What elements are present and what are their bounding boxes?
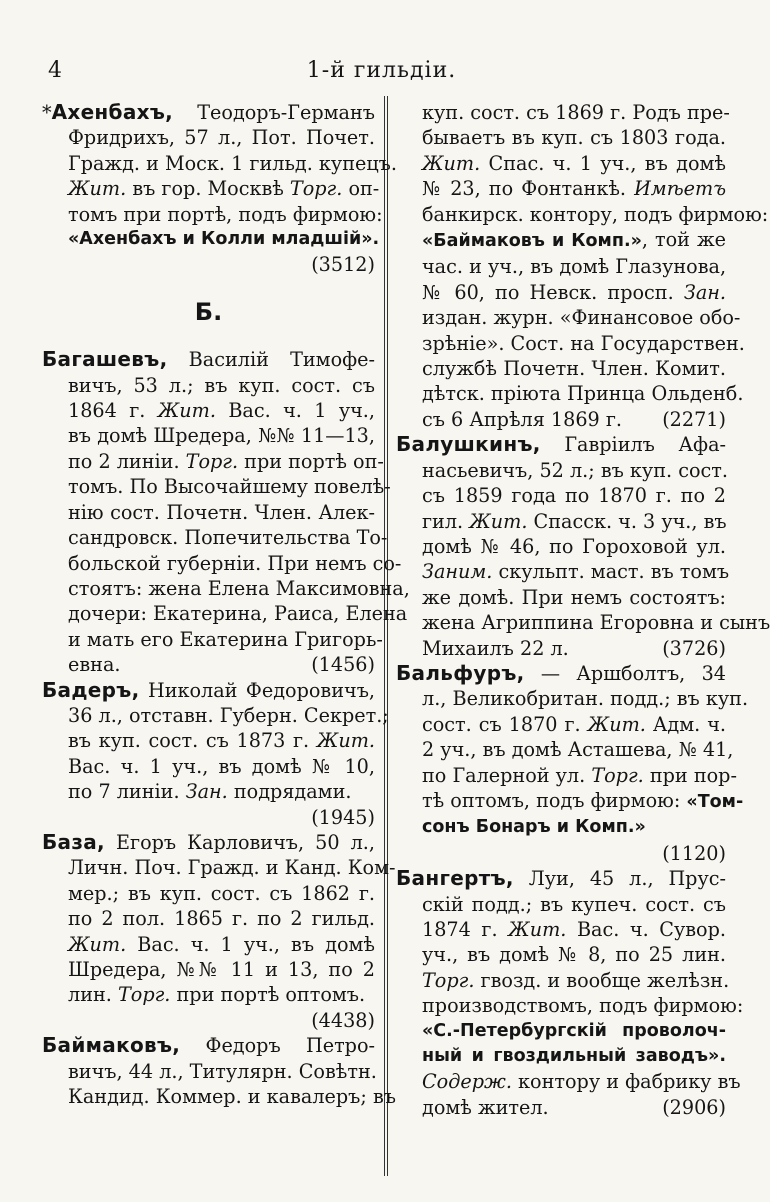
- entry-baimakov-continued: [396, 100, 769, 432]
- entry-surname: Бальфуръ,: [396, 660, 525, 685]
- text-line: Гражд. и Моск. 1 гильд. купецъ.: [68, 151, 397, 175]
- text-line: Балушкинъ, Гавріилъ Афа-: [396, 432, 726, 457]
- entry-number: (1945): [311, 805, 375, 829]
- text-line: Жит. въ гор. Москвѣ Торг. оп-: [68, 177, 380, 201]
- text-line: Шредера, №№ 11 и 13, по 2: [68, 958, 375, 981]
- text-line: томъ при портѣ, подъ фирмою:: [68, 202, 383, 226]
- text-line: въ домѣ Шредера, №№ 11—13,: [68, 424, 375, 448]
- text-line: же домѣ. При немъ состоятъ:: [422, 585, 726, 609]
- column-divider: [384, 96, 388, 1176]
- entry-surname: Бангертъ,: [396, 866, 514, 891]
- text-line: насьевичъ, 52 л.; въ куп. сост.: [422, 458, 728, 482]
- text-line: лин. Торг. при портѣ оптомъ.: [68, 983, 366, 1007]
- entry-number: (2271): [662, 407, 726, 431]
- text-line: гил. Жит. Спасск. ч. 3 уч., въ: [422, 509, 727, 533]
- text-line: по 7 линіи. Зан. подрядами.: [68, 780, 352, 804]
- text-line: № 60, по Невск. просп. Зан.: [422, 280, 726, 304]
- text-line: тѣ оптомъ, подъ фирмою: «Том-: [422, 788, 744, 812]
- text-line: по 2 линіи. Торг. при портѣ оп-: [68, 449, 384, 473]
- text-line: Личн. Поч. Гражд. и Канд. Ком-: [68, 856, 396, 880]
- text-line: 1864 г. Жит. Вас. ч. 1 уч.,: [68, 399, 375, 423]
- text-line: «Баймаковъ и Комп.», той же: [422, 228, 726, 252]
- firm-name: «С.-Петербургскій проволоч-: [422, 1020, 726, 1041]
- text-line: домѣ жител. (2906): [422, 1095, 726, 1119]
- entry-surname: Баймаковъ,: [42, 1033, 181, 1058]
- entry-number: (3512): [311, 253, 375, 277]
- text-line: Михаилъ 22 л. (3726): [422, 636, 726, 660]
- text-line: по 2 пол. 1865 г. по 2 гильд.: [68, 907, 375, 931]
- text-line: зрѣніе». Сост. на Государствен.: [422, 331, 745, 355]
- entry-bangert: [396, 866, 744, 1120]
- text-line: Бангертъ, Луи, 45 л., Прус-: [396, 866, 726, 891]
- firm-name: «Том-: [686, 791, 744, 812]
- text-line: куп. сост. съ 1869 г. Родъ пре-: [422, 101, 730, 124]
- page-header: [0, 58, 763, 88]
- text-line: въ куп. сост. съ 1873 г. Жит.: [68, 729, 375, 753]
- text-line: Жит. Вас. ч. 1 уч., въ домѣ: [68, 932, 375, 956]
- entry-balfour: [396, 660, 749, 866]
- text-line: Кандид. Коммер. и кавалеръ; въ: [68, 1085, 396, 1109]
- text-line: съ 1859 года по 1870 г. по 2: [422, 484, 726, 508]
- text-line: скій подд.; въ купеч. сост. съ: [422, 892, 726, 916]
- entry-number: (4438): [311, 1008, 375, 1032]
- firm-name: «Баймаковъ и Комп.»: [422, 231, 642, 252]
- text-line: стоятъ: жена Елена Максимовна,: [68, 576, 410, 600]
- text-line: Фридрихъ, 57 л., Пот. Почет.: [68, 126, 375, 150]
- text-line: съ 6 Апрѣля 1869 г. (2271): [422, 407, 726, 431]
- entry-surname: Бадеръ,: [42, 677, 140, 702]
- text-line: Бадеръ, Николай Федоровичъ,: [42, 677, 375, 702]
- text-line: Багашевъ, Василій Тимофе-: [42, 347, 375, 372]
- left-column: [42, 100, 410, 1109]
- text-line: Вас. ч. 1 уч., въ домѣ № 10,: [68, 754, 375, 778]
- entry-bagashev: [42, 347, 410, 677]
- text-line: 2 уч., въ домѣ Асташева, № 41,: [422, 738, 734, 762]
- section-letter: Б.: [194, 297, 223, 326]
- text-line: вичъ, 53 л.; въ куп. сост. съ: [68, 373, 375, 397]
- text-line: 36 л., отставн. Губерн. Секрет.;: [68, 703, 389, 727]
- entry-baza: [42, 829, 396, 1033]
- text-line: ный и гвоздильный заводъ».: [422, 1046, 726, 1067]
- text-line: № 23, по Фонтанкѣ. Имѣетъ: [422, 177, 726, 201]
- text-line: Жит. Спас. ч. 1 уч., въ домѣ: [422, 151, 726, 175]
- entry-surname: Балушкинъ,: [396, 432, 541, 457]
- text-line: сонъ Бонаръ и Комп.»: [422, 817, 646, 838]
- entry-bader: [42, 677, 389, 830]
- entry-number: (3726): [662, 636, 726, 660]
- text-line: больской губерніи. При немъ со-: [68, 551, 402, 575]
- entry-number: (1456): [311, 653, 375, 677]
- entry-number: (2906): [662, 1095, 726, 1119]
- text-line: производствомъ, подъ фирмою:: [422, 994, 744, 1018]
- text-line: евна. (1456): [68, 653, 375, 677]
- entry-surname: Багашевъ,: [42, 347, 168, 372]
- entry-number: (1120): [662, 841, 726, 865]
- text-line: Содерж. контору и фабрику въ: [422, 1070, 741, 1094]
- text-line: л., Великобритан. подд.; въ куп.: [422, 687, 749, 711]
- text-line: службѣ Почетн. Член. Комит.: [422, 357, 726, 381]
- firm-name: «Ахенбахъ и Колли младшій».: [68, 229, 380, 250]
- text-line: Торг. гвозд. и вообще желѣзн.: [422, 968, 730, 992]
- text-line: жена Агриппина Егоровна и сынъ: [422, 611, 770, 635]
- entry-achenbach: [42, 100, 397, 278]
- text-line: *Ахенбахъ, Теодоръ-Германъ: [42, 100, 375, 124]
- right-column: [396, 100, 770, 1120]
- text-line: Заним. скульпт. маст. въ томъ: [422, 560, 730, 584]
- text-line: час. и уч., въ домѣ Глазунова,: [422, 255, 727, 279]
- text-line: томъ. По Высочайшему повелѣ-: [68, 475, 391, 499]
- entry-baimakov: [42, 1033, 396, 1109]
- text-line: База, Егоръ Карловичъ, 50 л.,: [42, 829, 375, 854]
- text-line: 1874 г. Жит. Вас. ч. Сувор.: [422, 918, 726, 941]
- text-line: Баймаковъ, Федоръ Петро-: [42, 1033, 375, 1058]
- text-line: Бальфуръ, — Аршболтъ, 34: [396, 660, 726, 685]
- text-line: бываетъ въ куп. съ 1803 года.: [422, 126, 726, 150]
- text-line: домѣ № 46, по Гороховой ул.: [422, 534, 726, 558]
- text-line: дѣтск. пріюта Принца Ольденб.: [422, 382, 744, 406]
- text-line: нію сост. Почетн. Член. Алек-: [68, 500, 375, 524]
- entry-balushkin: [396, 432, 770, 661]
- text-line: уч., въ домѣ № 8, по 25 лин.: [422, 943, 726, 967]
- running-title: 1-й гильдіи.: [306, 58, 457, 83]
- text-line: издан. журн. «Финансовое обо-: [422, 306, 741, 330]
- text-line: сандровск. Попечительства То-: [68, 526, 388, 550]
- text-line: по Галерной ул. Торг. при пор-: [422, 763, 737, 787]
- text-line: сост. съ 1870 г. Жит. Адм. ч.: [422, 712, 727, 736]
- text-line: банкирск. контору, подъ фирмою:: [422, 202, 769, 226]
- entry-surname: Ахенбахъ,: [51, 100, 174, 124]
- text-line: и мать его Екатерина Григорь-: [68, 627, 383, 651]
- text-line: вичъ, 44 л., Титулярн. Совѣтн.: [68, 1059, 377, 1083]
- page-number: 4: [48, 58, 62, 83]
- text-line: дочери: Екатерина, Раиса, Елена: [68, 602, 408, 626]
- text-line: мер.; въ куп. сост. съ 1862 г.: [68, 881, 375, 905]
- entry-surname: База,: [42, 829, 105, 854]
